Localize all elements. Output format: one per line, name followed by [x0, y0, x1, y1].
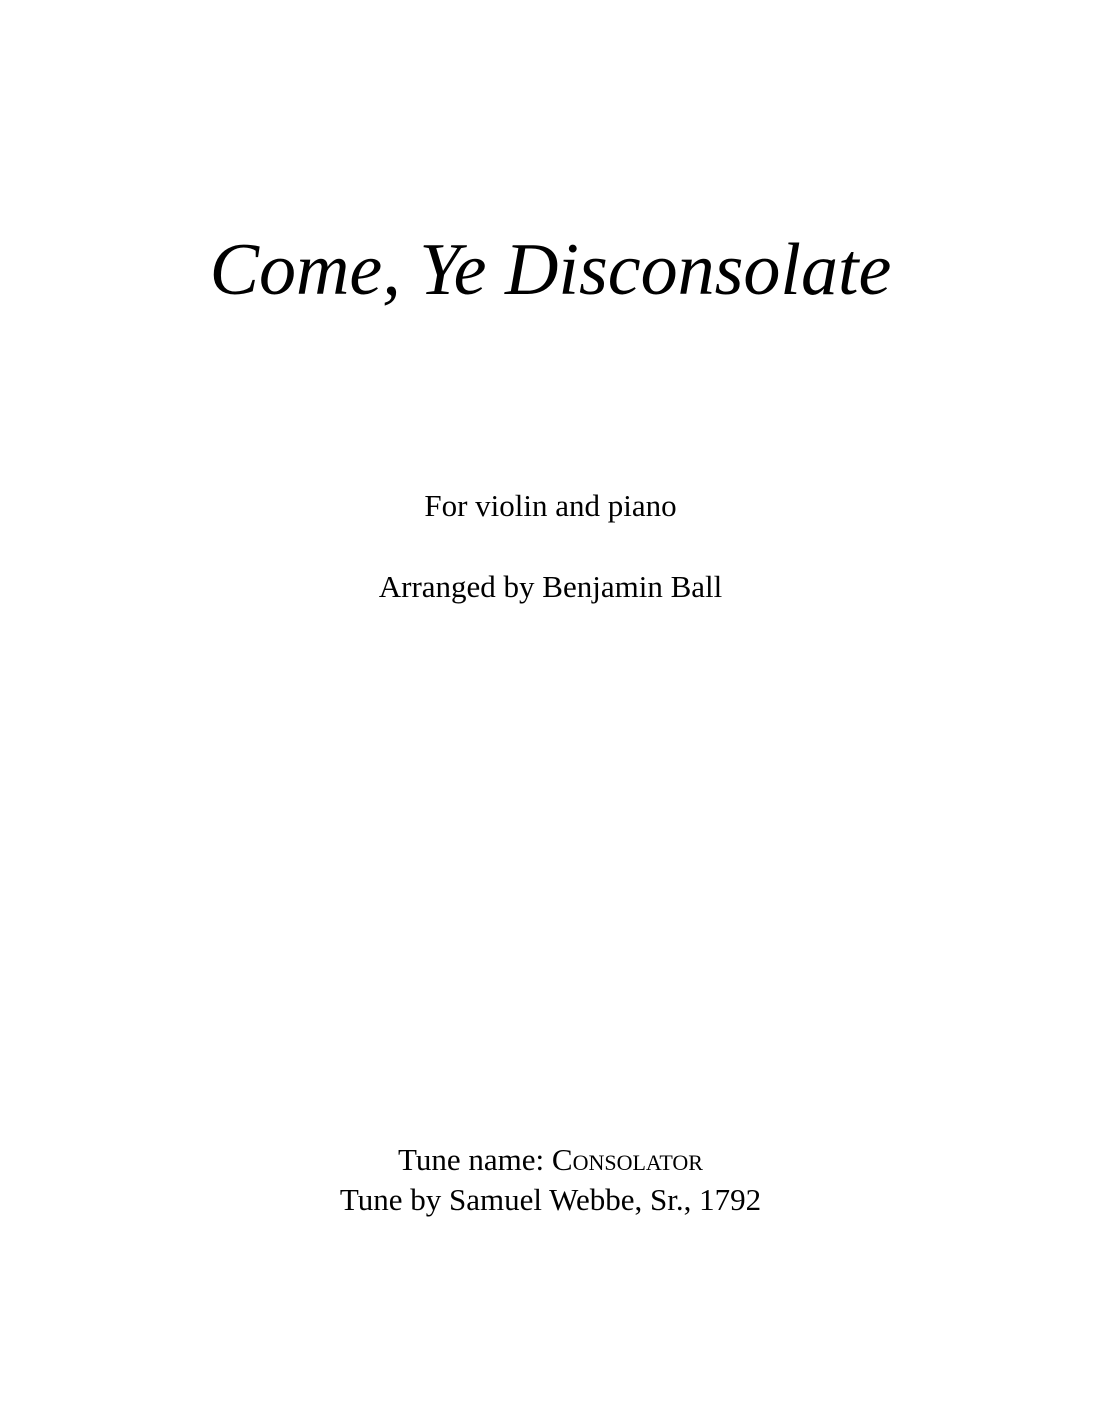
- page-title: Come, Ye Disconsolate: [209, 229, 892, 311]
- instrumentation-text: For violin and piano: [424, 488, 677, 523]
- tune-name-line: [0, 1140, 1101, 1180]
- tune-composer-credit: Tune by Samuel Webbe, Sr., 1792: [339, 1182, 762, 1217]
- tune-name-label: Tune name:: [398, 1142, 552, 1177]
- arranger-credit: Arranged by Benjamin Ball: [378, 569, 723, 604]
- tune-name-value: Consolator: [551, 1142, 703, 1177]
